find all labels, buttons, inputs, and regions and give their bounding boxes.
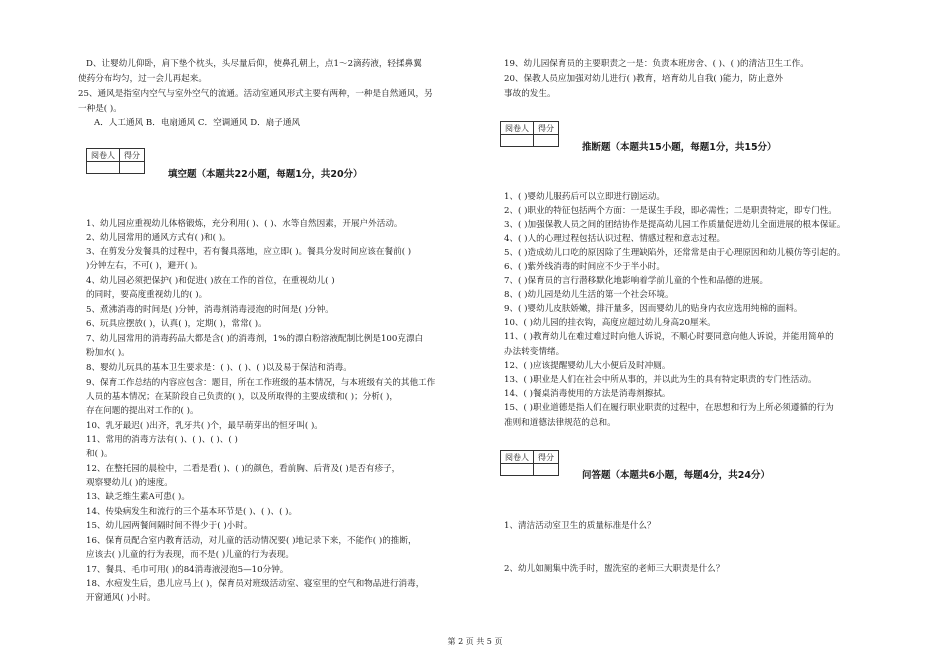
score-cell[interactable] [534, 135, 559, 147]
question-line: 16、保育员配合室内教育活动，对儿童的活动情况要( )地记录下来，不能作( )的推断， [86, 536, 417, 546]
question-line: 13、缺乏维生素A可患( )。 [86, 492, 190, 502]
score-label: 得分 [534, 451, 559, 464]
question-line: 和( )。 [86, 449, 113, 459]
question-line: 12、在整托园的晨检中，二看是看( )、( )的颜色，看前胸、后背及( )是否有疹子， [86, 464, 401, 474]
judge-item: 6、( )紫外线消毒的时间应不少于半小时。 [504, 262, 665, 272]
grader-cell[interactable] [501, 464, 534, 476]
question-line: 1、幼儿园应重视幼儿体格锻炼，充分利用( )、( )、水等自然因素，开展户外活动。 [86, 219, 403, 229]
score-cell[interactable] [120, 162, 145, 174]
judge-item: 办法转变情绪。 [504, 347, 565, 357]
judge-item: 11、( )教育幼儿在难过难过时向他人诉说，不顺心时要同意向他人诉说，并能用简单的 [504, 332, 834, 342]
question-line: 3、在剪发分发餐具的过程中，若有餐具落地，应立即( )。餐具分发时间应该在餐前( ) [86, 247, 412, 257]
judge-item: 4、( )人的心理过程包括认识过程、情感过程和意志过程。 [504, 234, 726, 244]
text-line: 使药分布均匀，过一会儿再起来。 [78, 74, 207, 84]
grader-label: 阅卷人 [501, 122, 534, 135]
judge-item: 5、( )造成幼儿口吃的原因除了生理缺陷外，还常常是由于心理原因和幼儿模仿等引起的。 [504, 248, 846, 258]
judge-item: 12、( )应该提醒婴幼儿大小便后及时冲厕。 [504, 361, 671, 371]
judge-item: 13、( )职业是人们在社会中所从事的，并以此为生的具有特定职责的专门性活动。 [504, 375, 817, 385]
question-line: 15、幼儿园两餐间隔时间不得少于( )小时。 [86, 521, 253, 531]
question-line: 9、保育工作总结的内容应包含：题目，所在工作班级的基本情况，与本班级有关的其他工作 [86, 378, 436, 388]
score-label: 得分 [534, 122, 559, 135]
question-line: 的同时，要高度重视幼儿的( )。 [86, 290, 208, 300]
judge-item: 9、( )婴幼儿皮肤娇嫩，排汗量多，因而婴幼儿的贴身内衣应选用纯棉的面料。 [504, 304, 803, 314]
score-box [500, 450, 559, 476]
grader-label: 阅卷人 [87, 149, 120, 162]
score-box [500, 121, 559, 147]
question-line: 事故的发生。 [504, 89, 556, 99]
question-line: 10、乳牙最迟( )出齐，乳牙共( )个，最早萌芽出的恒牙叫( )。 [86, 421, 323, 431]
question-line: 观察婴幼儿( )的速度。 [86, 478, 173, 488]
question-line: 7、幼儿园常用的消毒药品大都是含( )的消毒剂，1%的漂白粉溶液配制比例是100克漂白 [86, 334, 424, 344]
question-line: 粉加水( )。 [86, 348, 130, 358]
question-line: 5、煮沸消毒的时间是( )分钟，消毒剂消毒浸泡的时间是( )分钟。 [86, 305, 334, 315]
question-line: 人员的基本情况；在某阶段自己负责的( )，以及所取得的主要成绩和( )；分析( )， [86, 392, 398, 402]
question-line: 6、玩具应摆放( )，认真( )，定期( )，常常( )。 [86, 319, 267, 329]
question-line: 11、常用的消毒方法有( )、( )、( )、( ) [86, 435, 238, 445]
judge-item: 15、( )职业道德是指人们在履行职业职责的过程中，在思想和行为上所必须遵循的行为 [504, 403, 834, 413]
qa-question: 1、清洁活动室卫生的质量标准是什么？ [504, 521, 656, 531]
section-title-judgement: 推断题（本题共15小题，每题1分，共15分） [582, 142, 777, 153]
text-line: 一种是( )。 [78, 104, 122, 114]
question-line: 14、传染病发生和流行的三个基本环节是( )、( )、( )。 [86, 507, 298, 517]
question-line: )分钟左右，不可( )，避开( )。 [86, 261, 203, 271]
question-line: 20、保教人员应加强对幼儿进行( )教育，培育幼儿自我( )能力，防止意外 [504, 74, 784, 84]
judge-item: 准则和道德法律规范的总和。 [504, 418, 616, 428]
judge-item: 14、( )餐桌消毒使用的方法是消毒剂擦拭。 [504, 389, 671, 399]
qa-question: 2、幼儿如厕集中洗手时，盥洗室的老师三大职责是什么？ [504, 564, 725, 574]
judge-item: 7、( )保育员的言行潜移默化地影响着学前儿童的个性和品德的进展。 [504, 276, 769, 286]
text-line: D、让婴幼儿仰卧，肩下垫个枕头，头尽量后仰，使鼻孔朝上，点1～2滴药液，轻揉鼻翼 [86, 59, 422, 69]
question-line: 存在问题的提出对工作的( )。 [86, 406, 199, 416]
grader-cell[interactable] [87, 162, 120, 174]
judge-item: 10、( )幼儿园的挂衣钩，高度应超过幼儿身高20厘米。 [504, 318, 716, 328]
judge-item: 1、( )婴幼儿服药后可以立即进行剧运动。 [504, 192, 665, 202]
question-line: 应该去( )儿童的行为表现，而不是( )儿童的行为表现。 [86, 550, 294, 560]
judge-item: 2、( )职业的特征包括两个方面：一是谋生手段，即必需性；二是职责特定，即专门性。 [504, 206, 837, 216]
answer-options: A．人工通风 B．电扇通风 C．空调通风 D．扇子通风 [94, 118, 301, 128]
grader-cell[interactable] [501, 135, 534, 147]
score-cell[interactable] [534, 464, 559, 476]
score-label: 得分 [120, 149, 145, 162]
score-box [86, 148, 145, 174]
section-title-qa: 问答题（本题共6小题，每题4分，共24分） [582, 470, 770, 481]
section-title-fill-in: 填空题（本题共22小题，每题1分，共20分） [168, 169, 363, 180]
text-line: 25、通风是指室内空气与室外空气的流通。活动室通风形式主要有两种，一种是自然通风，另 [78, 89, 433, 99]
question-line: 17、餐具、毛巾可用( )的84消毒液浸泡5—10分钟。 [86, 565, 289, 575]
grader-label: 阅卷人 [501, 451, 534, 464]
judge-item: 3、( )加强保教人员之间的团结协作是提高幼儿园工作质量促进幼儿全面进展的根本保证。 [504, 220, 846, 230]
page-number: 第 2 页 共 5 页 [447, 637, 503, 646]
question-line: 4、幼儿园必须把保护( )和促进( )放在工作的首位，在重视幼儿( ) [86, 276, 335, 286]
question-line: 19、幼儿园保育员的主要职责之一是：负责本班房舍、( )、( )的清洁卫生工作。 [504, 59, 809, 69]
question-line: 8、婴幼儿玩具的基本卫生要求是：( )、( )、( )以及易于保洁和消毒。 [86, 363, 352, 373]
question-line: 开窗通风( )小时。 [86, 593, 156, 603]
question-line: 18、水痘发生后，患儿应马上( )，保育员对班级活动室、寝室里的空气和物品进行消毒， [86, 579, 425, 589]
judge-item: 8、( )幼儿园是幼儿生活的第一个社会环境。 [504, 290, 674, 300]
question-line: 2、幼儿园常用的通风方式有( )和( )。 [86, 233, 231, 243]
